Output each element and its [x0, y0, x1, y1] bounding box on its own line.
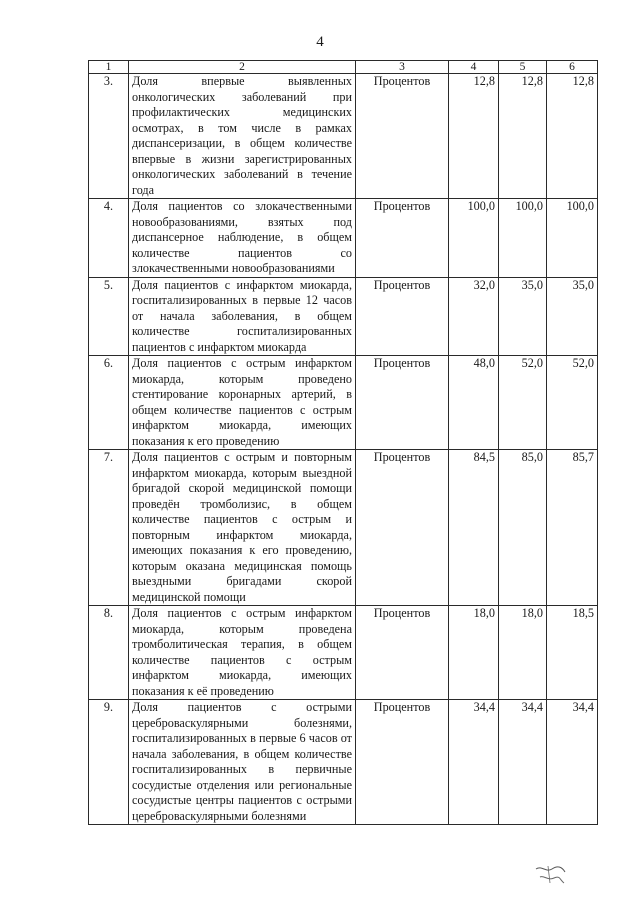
indicator-description: Доля пациентов с острым и повторным инфарктом миокарда, которым выездной бригадой скорой медицинской помощи проведён тромболизис, в общем количестве пациентов с острым и повторным инфарктом миокарда, имеющих показания к его проведению, которым оказана медицинская помощь выездными бригадами скорой медицинской помощи [129, 450, 356, 606]
value-col6: 100,0 [547, 199, 598, 278]
unit-cell: Процентов [356, 700, 449, 825]
value-col4: 48,0 [449, 356, 499, 450]
column-header: 4 [449, 61, 499, 74]
unit-cell: Процентов [356, 356, 449, 450]
row-number: 8. [89, 606, 129, 700]
value-col6: 35,0 [547, 277, 598, 356]
value-col6: 18,5 [547, 606, 598, 700]
value-col5: 85,0 [499, 450, 547, 606]
row-number: 3. [89, 74, 129, 199]
value-col6: 85,7 [547, 450, 598, 606]
value-col6: 52,0 [547, 356, 598, 450]
value-col5: 12,8 [499, 74, 547, 199]
table-row [89, 277, 598, 356]
indicator-description: Доля пациентов с острым инфарктом миокарда, которым проведено стентирование коронарных артерий, в общем количестве пациентов с острым инфарктом миокарда, имеющих показания к его проведению [129, 356, 356, 450]
unit-cell: Процентов [356, 199, 449, 278]
value-col4: 32,0 [449, 277, 499, 356]
indicator-description: Доля пациентов со злокачественными новообразованиями, взятых под диспансерное наблюдение, в общем количестве пациентов со злокачественными новообразованиями [129, 199, 356, 278]
indicator-description: Доля пациентов с инфарктом миокарда, госпитализированных в первые 12 часов от начала заболевания, в общем количестве госпитализированных пациентов с инфарктом миокарда [129, 277, 356, 356]
value-col6: 34,4 [547, 700, 598, 825]
row-number: 4. [89, 199, 129, 278]
value-col4: 18,0 [449, 606, 499, 700]
value-col5: 34,4 [499, 700, 547, 825]
value-col5: 100,0 [499, 199, 547, 278]
table-row [89, 74, 598, 199]
row-number: 5. [89, 277, 129, 356]
unit-cell: Процентов [356, 74, 449, 199]
value-col5: 18,0 [499, 606, 547, 700]
column-header: 5 [499, 61, 547, 74]
page-number: 4 [316, 34, 324, 50]
row-number: 7. [89, 450, 129, 606]
table-row [89, 356, 598, 450]
column-header: 6 [547, 61, 598, 74]
table-row [89, 606, 598, 700]
value-col4: 12,8 [449, 74, 499, 199]
table-row [89, 700, 598, 825]
handwritten-mark [534, 863, 568, 887]
unit-cell: Процентов [356, 606, 449, 700]
value-col4: 84,5 [449, 450, 499, 606]
table-row [89, 450, 598, 606]
value-col4: 34,4 [449, 700, 499, 825]
value-col4: 100,0 [449, 199, 499, 278]
indicator-description: Доля впервые выявленных онкологических заболеваний при профилактических медицинских осмотрах, в том числе в рамках диспансеризации, в общем количестве впервые в жизни зарегистрированных онкологических заболеваний в течение года [129, 74, 356, 199]
indicator-description: Доля пациентов с острыми цереброваскулярными болезнями, госпитализированных в первые 6 часов от начала заболевания, в общем количестве госпитализированных в первичные сосудистые отделения или региональные сосудистые центры пациентов с острыми цереброваскулярными болезнями [129, 700, 356, 825]
unit-cell: Процентов [356, 277, 449, 356]
row-number: 9. [89, 700, 129, 825]
table-header-row [89, 61, 598, 74]
value-col5: 35,0 [499, 277, 547, 356]
row-number: 6. [89, 356, 129, 450]
unit-cell: Процентов [356, 450, 449, 606]
column-header: 3 [356, 61, 449, 74]
value-col5: 52,0 [499, 356, 547, 450]
column-header: 2 [129, 61, 356, 74]
column-header: 1 [89, 61, 129, 74]
indicator-description: Доля пациентов с острым инфарктом миокарда, которым проведена тромболитическая терапия, в общем количестве пациентов с острым инфарктом миокарда, имеющих показания к её проведению [129, 606, 356, 700]
indicators-table [88, 60, 598, 825]
value-col6: 12,8 [547, 74, 598, 199]
table-row [89, 199, 598, 278]
